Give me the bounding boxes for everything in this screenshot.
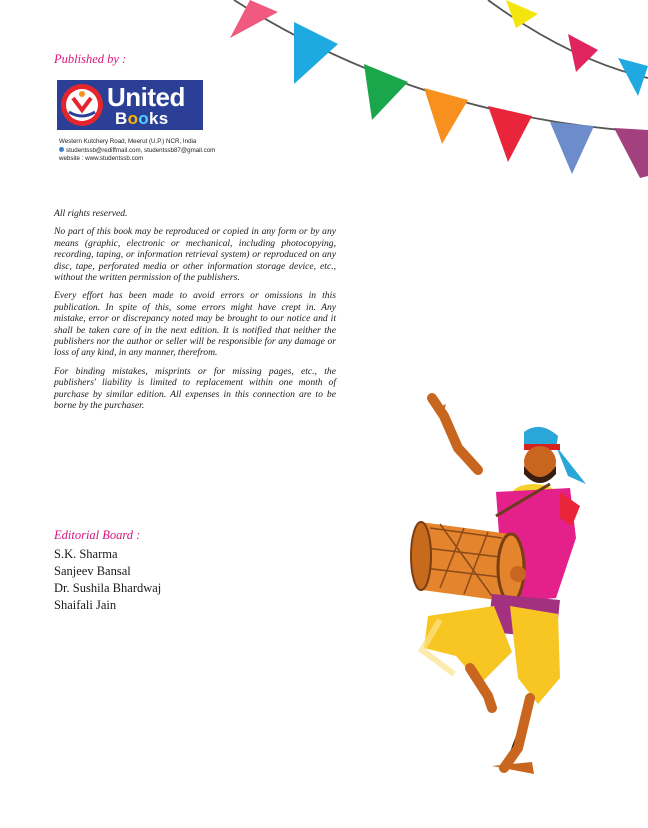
flag-yellow (506, 0, 538, 28)
flag-magenta (568, 34, 598, 72)
dhol-drummer-dancer-illustration (400, 388, 600, 780)
copyright-notice (54, 208, 336, 419)
flag-cyan (618, 58, 648, 96)
flag-red (488, 106, 532, 162)
errors-disclaimer: Every effort has been made to avoid errors or omissions in this publication. In spite of this, some errors might have crept in. Any mistake, error or discrepancy noted may be brought to our notice and it shall be taken care of in the next edition. It is notified that neither the publishers nor the author or seller will be responsible for any damage or loss of any kind, in any manner, therefrom. (54, 290, 336, 359)
published-by-heading: Published by : (54, 52, 127, 66)
website-line: website : www.studentssb.com (59, 155, 144, 163)
logo-text-united: United (107, 82, 185, 112)
board-member: S.K. Sharma (54, 547, 118, 561)
reproduction-notice: No part of this book may be reproduced or copied in any form or by any means (graphic, electronic or mechanical, including photocopying, recording, taping, or information retrieval system) or reproduced on any disc, tape, perforated media or other information storage device, etc., without the written permission of the publishers. (54, 226, 336, 284)
flag-green (364, 64, 408, 120)
email-icon (59, 147, 64, 152)
flag-orange (424, 88, 468, 144)
editorial-board-list (54, 546, 161, 614)
logo-text-books: Books (115, 109, 169, 128)
email-line: studentssb@rediffmail.com, studentssb87@gmail.com (59, 147, 215, 156)
editorial-board-heading: Editorial Board : (54, 528, 141, 542)
flag-plum (614, 128, 648, 178)
board-member: Shaifali Jain (54, 598, 117, 612)
logo-wordmark (107, 83, 185, 127)
united-books-logo (57, 80, 203, 130)
board-member: Dr. Sushila Bhardwaj (54, 581, 162, 595)
board-member: Sanjeev Bansal (54, 564, 131, 578)
address-line: Western Kutchery Road, Meerut (U.P.) NCR, India (59, 138, 197, 145)
rights-reserved: All rights reserved. (54, 208, 128, 219)
flag-pink (230, 0, 278, 38)
binding-liability-notice: For binding mistakes, misprints or for missing pages, etc., the publishers' liability is limited to replacement within one month of purchase by similar edition. All expenses in this connection are to be borne by the purchaser. (54, 365, 336, 412)
publisher-address (59, 138, 215, 164)
hands-book-emblem-icon (57, 80, 107, 130)
bunting-flags-illustration (220, 0, 648, 185)
flag-periwinkle (550, 122, 594, 174)
dhol-drum-icon (411, 522, 524, 602)
